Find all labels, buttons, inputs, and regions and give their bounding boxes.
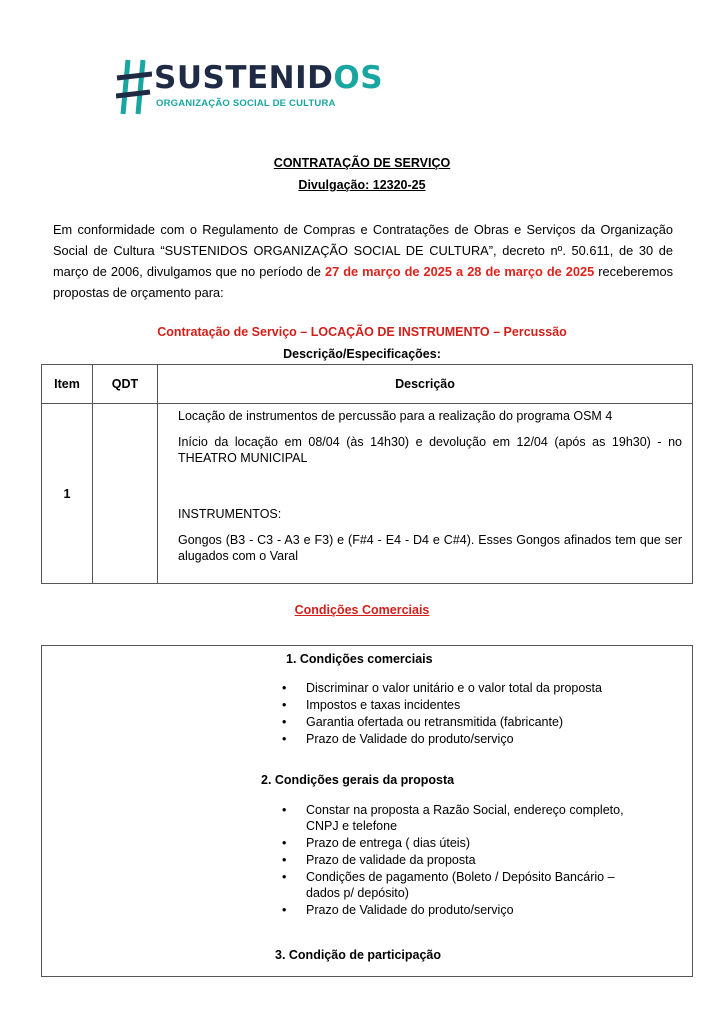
desc-line: Locação de instrumentos de percussão para a realização do programa OSM 4 xyxy=(178,409,613,423)
description-title: Descrição/Especificações: xyxy=(283,347,441,361)
table-row xyxy=(42,404,693,584)
list-item: • Condições de pagamento (Boleto / Depósito Bancário – dados p/ depósito) xyxy=(282,870,615,900)
list-item: • Constar na proposta a Razão Social, endereço completo, CNPJ e telefone xyxy=(282,803,624,833)
list-item: • Garantia ofertada ou retransmitida (fabricante) xyxy=(282,715,564,729)
condition-list xyxy=(282,680,652,748)
header-description: Descrição xyxy=(158,365,693,404)
list-item: • Impostos e taxas incidentes xyxy=(282,698,461,712)
desc-line: Início da locação em 08/04 (às 14h30) e devolução em 12/04 (após as 19h30) - no THEATRO MUNICIPAL xyxy=(178,435,682,465)
logo xyxy=(116,58,384,118)
conditions-box xyxy=(41,645,693,977)
condition-list xyxy=(282,802,652,919)
condition-heading: 2. Condições gerais da proposta xyxy=(261,773,455,787)
intro-paragraph: Em conformidade com o Regulamento de Compras e Contratações de Obras e Serviços da Organização Social de Cultura “SUSTENIDOS ORGANIZAÇÃO SOCIAL DE CULTURA”, decreto nº. 50.611, de 30 de março de 2006, divulgamos que no período de 27 de março de 2025 a 28 de março de 2025 receberemos propostas de orçamento para: xyxy=(53,222,673,300)
condition-heading: 1. Condições comerciais xyxy=(286,652,433,666)
document-subtitle: Divulgação: 12320-25 xyxy=(298,178,426,192)
row-qdt xyxy=(93,404,158,584)
table-header-row xyxy=(42,365,693,404)
condition-heading: 3. Condição de participação xyxy=(275,948,442,962)
row-item: 1 xyxy=(42,404,93,584)
list-item: • Prazo de Validade do produto/serviço xyxy=(282,732,514,746)
logo-subtitle: ORGANIZAÇÃO SOCIAL DE CULTURA xyxy=(156,98,336,109)
list-item: • Prazo de Validade do produto/serviço xyxy=(282,903,514,917)
desc-line: INSTRUMENTOS: xyxy=(178,507,282,521)
header-item: Item xyxy=(42,365,93,404)
desc-line: Gongos (B3 - C3 - A3 e F3) e (F#4 - E4 - D4 e C#4). Esses Gongos afinados tem que ser alugados com o Varal xyxy=(178,533,682,563)
conditions-title: Condições Comerciais xyxy=(294,603,430,617)
hash-logo-icon xyxy=(116,58,152,116)
proposal-dates: 27 de março de 2025 a 28 de março de 2025 xyxy=(324,264,595,279)
header-qdt: QDT xyxy=(93,365,158,404)
list-item: • Prazo de validade da proposta xyxy=(282,853,476,867)
items-table xyxy=(41,364,693,584)
row-description xyxy=(158,404,693,584)
list-item: • Discriminar o valor unitário e o valor total da proposta xyxy=(282,681,602,695)
list-item: • Prazo de entrega ( dias úteis) xyxy=(282,836,470,850)
document-title: CONTRATAÇÃO DE SERVIÇO xyxy=(273,156,451,170)
logo-name: SUSTENIDOS xyxy=(154,60,384,96)
section-title: Contratação de Serviço – LOCAÇÃO DE INSTRUMENTO – Percussão xyxy=(157,325,567,339)
